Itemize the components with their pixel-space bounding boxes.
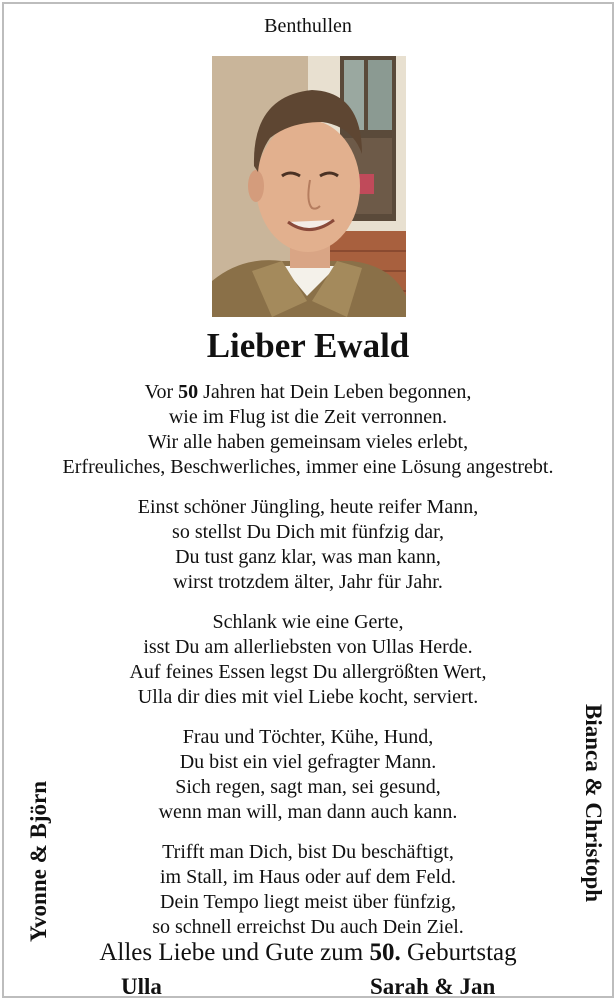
- side-signature-left: Yvonne & Björn: [26, 780, 51, 942]
- poem-line: wenn man will, man dann auch kann.: [158, 801, 458, 823]
- stanza-4: [24, 725, 592, 825]
- poem-line: Du tust ganz klar, was man kann,: [175, 546, 441, 568]
- poem-line: Trifft man Dich, bist Du beschäftigt,: [162, 841, 454, 863]
- poem-line: Vor 50 Jahren hat Dein Leben begonnen,: [144, 381, 472, 403]
- poem-line: Wir alle haben gemeinsam vieles erlebt,: [147, 431, 469, 453]
- signer-name: Sarah & Jan: [370, 974, 496, 999]
- poem-line: Erfreuliches, Beschwerliches, immer eine Lösung angestrebt.: [62, 456, 554, 478]
- location: Benthullen: [264, 15, 352, 37]
- poem-line: Dein Tempo liegt meist über fünfzig,: [160, 891, 456, 913]
- signer-name: Ulla: [121, 974, 162, 999]
- poem-line: Sich regen, sagt man, sei gesund,: [175, 776, 441, 798]
- stanza-2: [24, 495, 592, 595]
- stanza-1: [24, 380, 592, 480]
- poem-line: im Stall, im Haus oder auf dem Feld.: [159, 866, 457, 888]
- portrait-photo: [212, 56, 406, 317]
- poem-line: Ulla dir dies mit viel Liebe kocht, serviert.: [137, 686, 479, 708]
- poem-line: wie im Flug ist die Zeit verronnen.: [168, 406, 448, 428]
- poem-line: so stellst Du Dich mit fünfzig dar,: [172, 521, 444, 543]
- birthday-greeting: Alles Liebe und Gute zum 50. Geburtstag: [99, 939, 517, 966]
- announcement-card: [2, 2, 614, 998]
- stanza-3: [24, 610, 592, 710]
- poem: [24, 380, 592, 955]
- side-signature-right: Bianca & Christoph: [581, 704, 606, 903]
- poem-line: Schlank wie eine Gerte,: [212, 611, 404, 633]
- headline: Lieber Ewald: [206, 326, 410, 365]
- poem-line: wirst trotzdem älter, Jahr für Jahr.: [173, 571, 443, 593]
- poem-line: Einst schöner Jüngling, heute reifer Mann,: [137, 496, 479, 518]
- poem-line: Auf feines Essen legst Du allergrößten Wert,: [129, 661, 487, 683]
- stanza-5: [24, 840, 592, 940]
- poem-line: isst Du am allerliebsten von Ullas Herde.: [143, 636, 473, 658]
- poem-line: Frau und Töchter, Kühe, Hund,: [182, 726, 434, 748]
- poem-line: Du bist ein viel gefragter Mann.: [179, 751, 437, 773]
- poem-line: so schnell erreichst Du auch Dein Ziel.: [152, 916, 464, 938]
